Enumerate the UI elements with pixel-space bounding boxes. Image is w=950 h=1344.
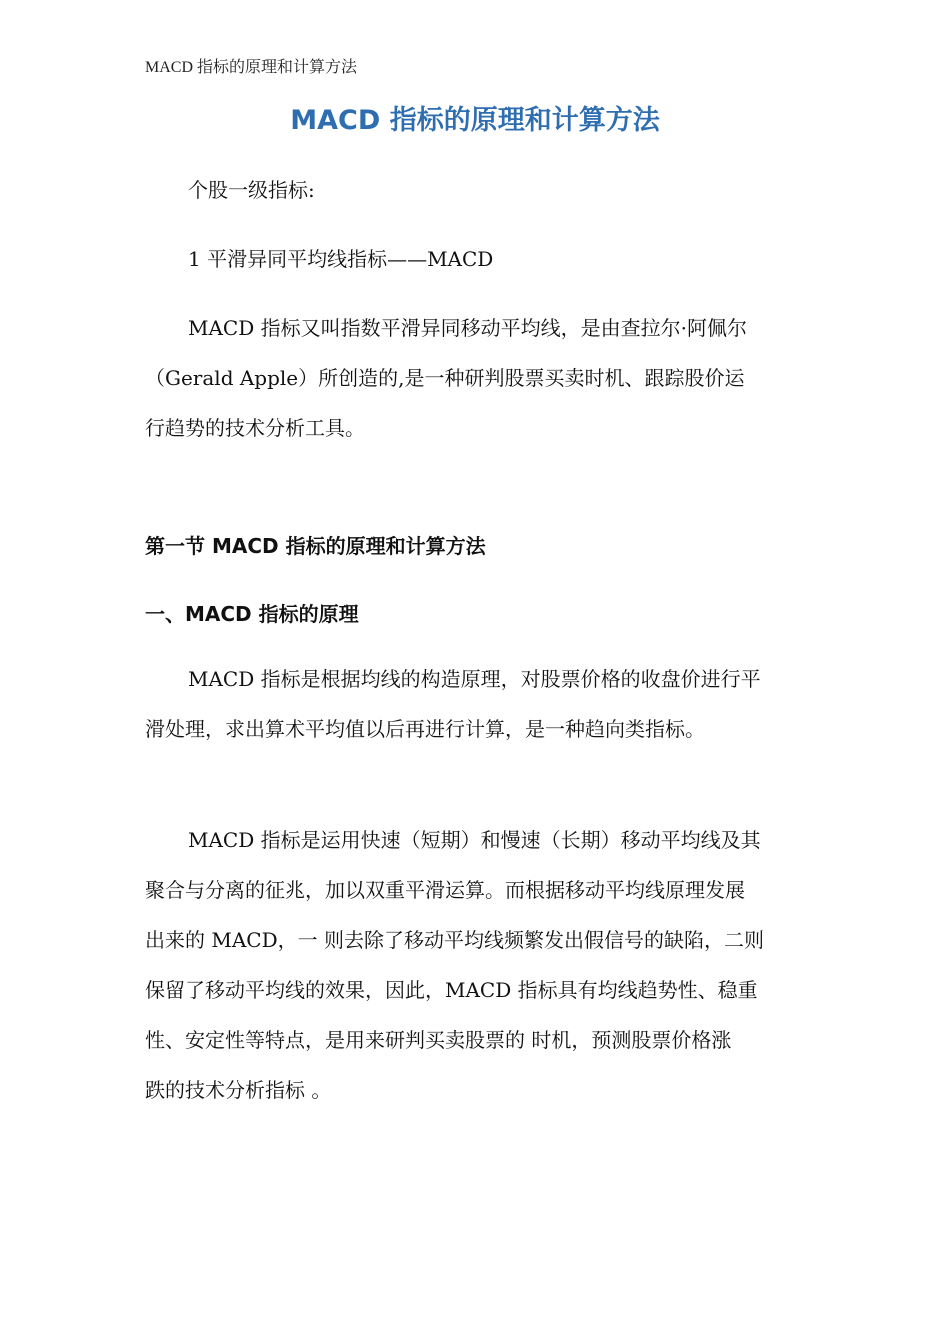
paragraph-line: MACD 指标是运用快速（短期）和慢速（长期）移动平均线及其 (188, 828, 761, 852)
paragraph-line: 滑处理，求出算术平均值以后再进行计算，是一种趋向类指标。 (145, 717, 705, 741)
paragraph-line: 行趋势的技术分析工具。 (145, 416, 365, 440)
paragraph-line: （Gerald Apple）所创造的,是一种研判股票买卖时机、跟踪股价运 (145, 366, 745, 390)
intro-paragraph-1: 个股一级指标: (188, 178, 315, 202)
document-title: MACD 指标的原理和计算方法 (290, 105, 660, 136)
section-paragraph-2 (145, 815, 810, 1115)
intro-paragraph-2: 1 平滑异同平均线指标——MACD (188, 247, 494, 271)
paragraph-line: 聚合与分离的征兆，加以双重平滑运算。而根据移动平均线原理发展 (145, 878, 745, 902)
paragraph-line: MACD 指标是根据均线的构造原理，对股票价格的收盘价进行平 (188, 667, 761, 691)
intro-paragraph-3 (145, 303, 810, 453)
running-header: MACD 指标的原理和计算方法 (145, 59, 358, 76)
subsection-heading: 一、MACD 指标的原理 (145, 602, 359, 626)
paragraph-line: 性、安定性等特点，是用来研判买卖股票的 时机，预测股票价格涨 (145, 1028, 732, 1052)
paragraph-line: MACD 指标又叫指数平滑异同移动平均线，是由查拉尔·阿佩尔 (188, 316, 747, 340)
section-paragraph-1 (145, 654, 810, 754)
section-heading: 第一节 MACD 指标的原理和计算方法 (145, 534, 486, 558)
paragraph-line: 出来的 MACD，一 则去除了移动平均线频繁发出假信号的缺陷，二则 (145, 928, 764, 952)
paragraph-line: 保留了移动平均线的效果，因此，MACD 指标具有均线趋势性、稳重 (145, 978, 758, 1002)
paragraph-line: 跌的技术分析指标 。 (145, 1078, 332, 1102)
